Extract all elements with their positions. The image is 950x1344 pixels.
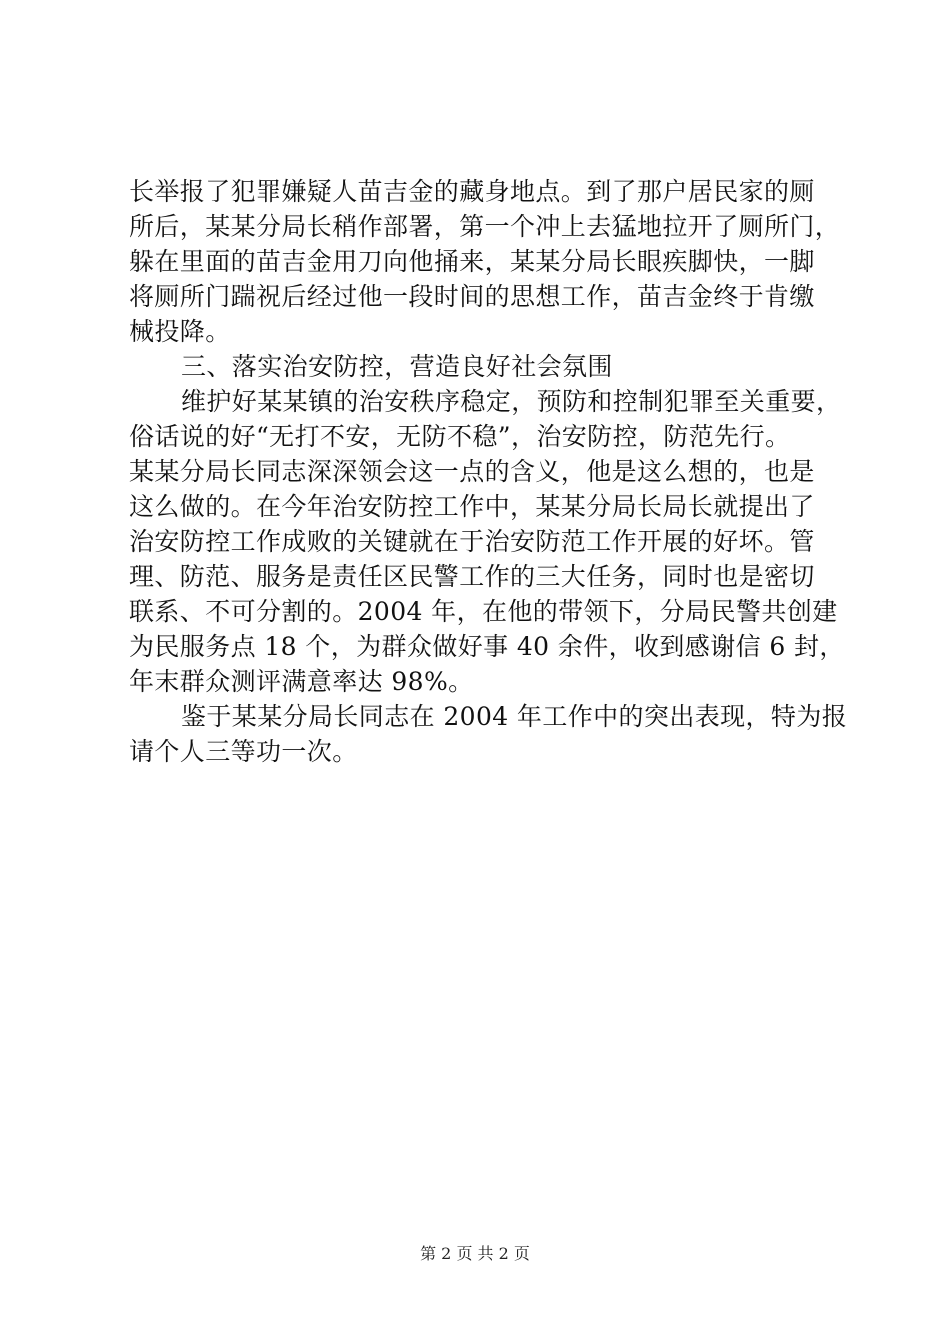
text-line: 将厕所门踹祝后经过他一段时间的思想工作，苗吉金终于肯缴 [129,282,815,311]
text-line: 治安防控工作成败的关键就在于治安防范工作开展的好坏。管 [129,527,815,556]
text-line: 联系、不可分割的。2004 年，在他的带领下，分局民警共创建 [129,597,838,626]
text-line: 这么做的。在今年治安防控工作中，某某分局长局长就提出了 [129,492,815,521]
text-line: 鉴于某某分局长同志在 2004 年工作中的突出表现，特为报 [181,702,848,731]
text-line: 长举报了犯罪嫌疑人苗吉金的藏身地点。到了那户居民家的厕 [129,177,815,206]
text-line: 三、落实治安防控，营造良好社会氛围 [181,352,613,381]
document-body [129,174,848,769]
text-line: 为民服务点 18 个，为群众做好事 40 余件，收到感谢信 6 封， [129,632,845,661]
text-line: 理、防范、服务是责任区民警工作的三大任务，同时也是密切 [129,562,815,591]
page-number-footer: 第 2 页 共 2 页 [420,1244,530,1263]
text-line: 维护好某某镇的治安秩序稳定，预防和控制犯罪至关重要， [181,387,842,416]
text-line: 械投降。 [129,317,231,346]
text-line: 年末群众测评满意率达 98%。 [129,667,474,696]
text-line: 俗话说的好“无打不安，无防不稳”，治安防控，防范先行。 [129,422,791,451]
text-line: 躲在里面的苗吉金用刀向他捅来，某某分局长眼疾脚快，一脚 [129,247,815,276]
text-line: 所后，某某分局长稍作部署，第一个冲上去猛地拉开了厕所门， [129,212,841,241]
text-line: 请个人三等功一次。 [129,737,358,766]
text-line: 某某分局长同志深深领会这一点的含义，他是这么想的，也是 [129,457,815,486]
